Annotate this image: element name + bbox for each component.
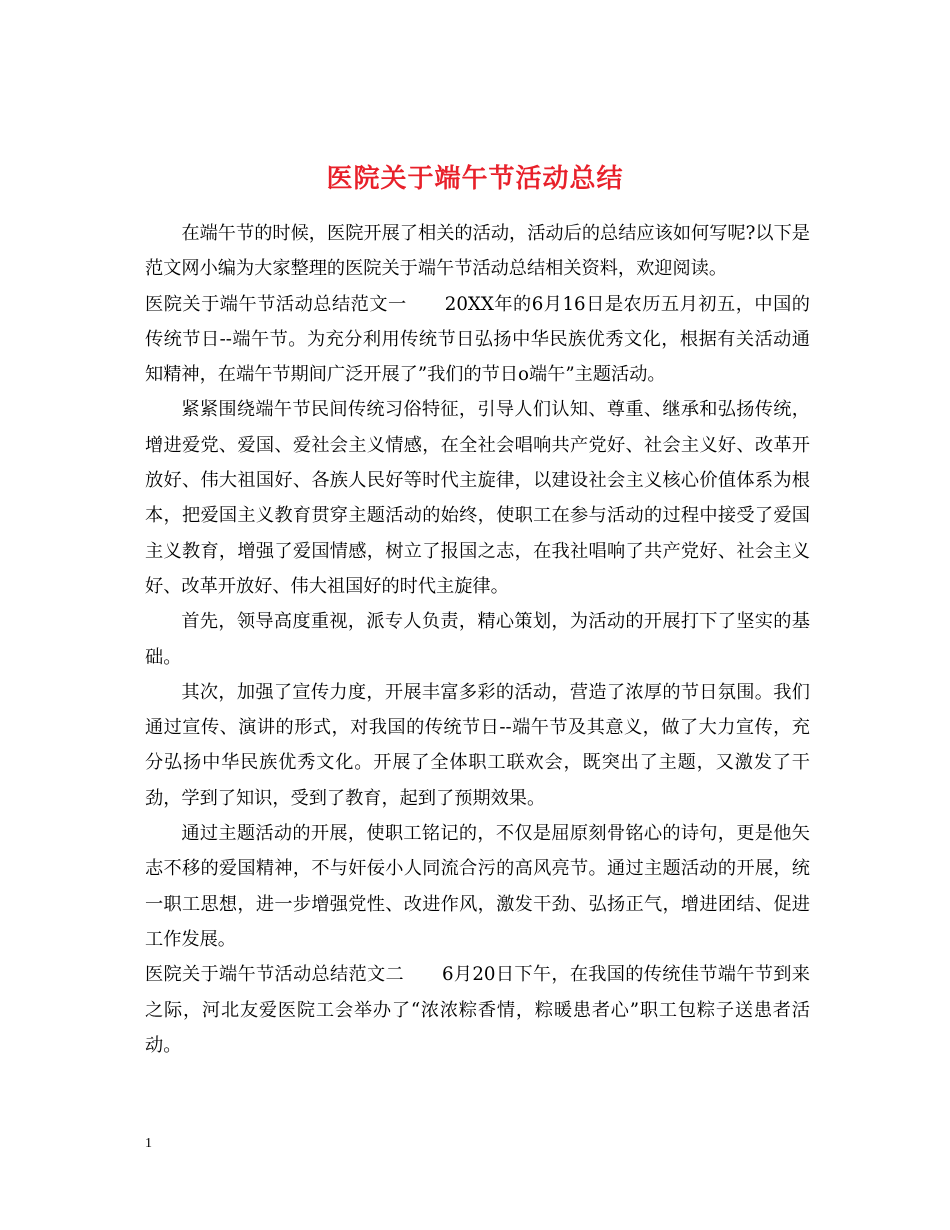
page-number: 1 (145, 1136, 152, 1151)
paragraph-text: 首先，领导高度重视，派专人负责，精心策划，为活动的开展打下了坚实的基础。 (145, 611, 810, 668)
document-body (145, 216, 810, 1063)
paragraph (145, 816, 810, 957)
paragraph-text: 通过主题活动的开展，使职工铭记的，不仅是屈原刻骨铭心的诗句，更是他矢志不移的爱国精神，不与奸佞小人同流合污的高风亮节。通过主题活动的开展，统一职工思想，进一步增强党性、改进作风，激发干劲、弘扬正气，增进团结、促进工作发展。 (145, 823, 810, 950)
paragraph (145, 287, 810, 393)
paragraph-text: 其次，加强了宣传力度，开展丰富多彩的活动，营造了浓厚的节日氛围。我们通过宣传、演讲的形式，对我国的传统节日--端午节及其意义，做了大力宣传，充分弘扬中华民族优秀文化。开展了全体职工联欢会，既突出了主题，又激发了干劲，学到了知识，受到了教育，起到了预期效果。 (145, 681, 810, 809)
section-heading: 医院关于端午节活动总结范文二 (145, 964, 404, 986)
paragraph (145, 675, 810, 816)
section-heading: 医院关于端午节活动总结范文一 (145, 293, 407, 315)
document-title: 医院关于端午节活动总结 (326, 164, 624, 195)
paragraph-text: 紧紧围绕端午节民间传统习俗特征，引导人们认知、尊重、继承和弘扬传统，增进爱党、爱国、爱社会主义情感，在全社会唱响共产党好、社会主义好、改革开放好、伟大祖国好、各族人民好等时代主旋律，以建设社会主义核心价值体系为根本，把爱国主义教育贯穿主题活动的始终，使职工在参与活动的过程中接受了爱国主义教育，增强了爱国情感，树立了报国之志，在我社唱响了共产党好、社会主义好、改革开放好、伟大祖国好的时代主旋律。 (145, 399, 810, 597)
paragraph (145, 392, 810, 604)
paragraph (145, 957, 810, 1063)
paragraph-text: 6月20日下午，在我国的传统佳节端午节到来之际，河北友爱医院工会举办了“浓浓粽香情，粽暖患者心”职工包粽子送患者活动。 (145, 964, 810, 1056)
paragraph-text: 20XX年的6月16日是农历五月初五，中国的传统节日--端午节。为充分利用传统节日弘扬中华民族优秀文化，根据有关活动通知精神，在端午节期间广泛开展了”我们的节日o端午”主题活动。 (145, 293, 810, 386)
paragraph-text: 在端午节的时候，医院开展了相关的活动，活动后的总结应该如何写呢?以下是范文网小编为大家整理的医院关于端午节活动总结相关资料，欢迎阅读。 (145, 223, 810, 280)
paragraph (145, 216, 810, 287)
paragraph (145, 604, 810, 675)
